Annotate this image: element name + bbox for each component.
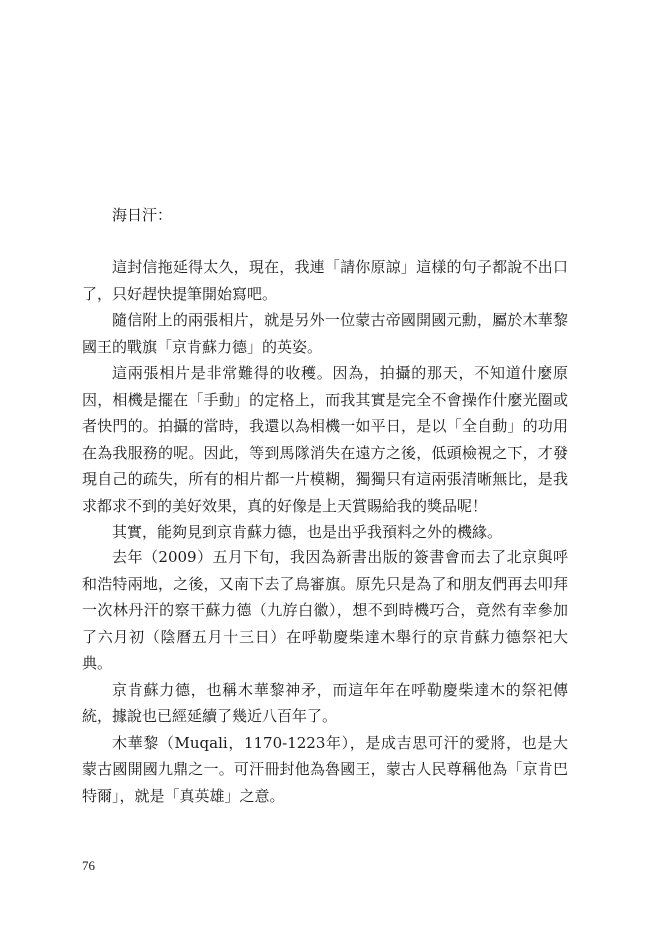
paragraph: 京肯蘇力德，也稱木華黎神矛，而這年年在呼勒慶柴達木的祭祀傳統，據說也已經延續了幾近八百年了。: [82, 680, 568, 725]
paragraph: 隨信附上的兩張相片，就是另外一位蒙古帝國開國元勳，屬於木華黎國王的戰旗「京肯蘇力德」的英姿。: [82, 311, 568, 356]
letter-section-2: [82, 544, 568, 809]
paragraph: 木華黎（Muqali，1170-1223年），是成吉思可汗的愛將，也是大蒙古國開國九鼎之一。可汗冊封他為魯國王，蒙古人民尊稱他為「京肯巴特爾」，就是「真英雄」之意。: [82, 733, 568, 805]
page-number: 76: [82, 858, 95, 873]
paragraph: 這兩張相片是非常難得的收穫。因為，拍攝的那天，不知道什麼原因，相機是擺在「手動」的定格上，而我其實是完全不會操作什麼光圈或者快門的。拍攝的當時，我還以為相機一如平日，是以「全自動」的功用在為我服務的呢。因此，等到馬隊消失在遠方之後，低頭檢視之下，才發現自己的疏失，所有的相片都一片模糊，獨獨只有這兩張清晰無比，是我求都求不到的美好效果，真的好像是上天賞賜給我的獎品呢！: [82, 364, 568, 515]
paragraph: 其實，能夠見到京肯蘇力德，也是出乎我預料之外的機緣。: [112, 523, 503, 541]
paragraph: 去年（2009）五月下旬，我因為新書出版的簽書會而去了北京與呼和浩特兩地，之後，又南下去了鳥審旗。原先只是為了和朋友們再去叩拜一次林丹汗的察干蘇力德（九斿白徽），想不到時機巧合，竟然有幸參加了六月初（陰曆五月十三日）在呼勒慶柴達木舉行的京肯蘇力德祭祀大典。: [82, 548, 568, 672]
paragraph: 這封信拖延得太久，現在，我連「請你原諒」這樣的句子都說不出口了，只好趕快提筆開始寫吧。: [82, 258, 568, 303]
letter-section-1: [82, 254, 568, 546]
salutation: 海日汗：: [112, 206, 173, 224]
